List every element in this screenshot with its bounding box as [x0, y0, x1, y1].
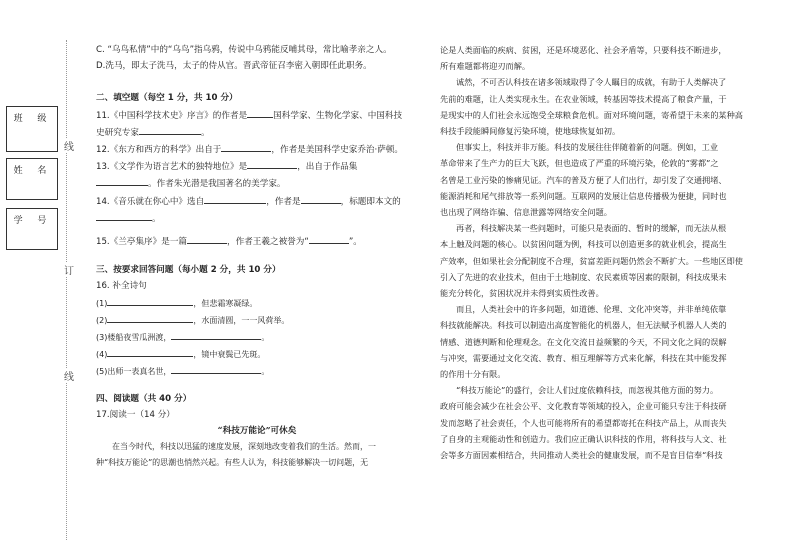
option-c: C. “乌鸟私情”中的“乌鸟”指乌鸦，传说中乌鸦能反哺其母，常比喻孝亲之人。 [96, 45, 392, 55]
answer-blank[interactable] [96, 175, 148, 186]
answer-blank[interactable] [171, 329, 261, 340]
answer-blank[interactable] [139, 124, 201, 135]
reading-text: 再者，科技解决某一些问题时，可能只是表面的、暂时的缓解，而无法从根 [456, 223, 727, 234]
reading-text: 在当今时代，科技以迅猛的速度发展，深刻地改变着我们的生活。然而，一 [112, 442, 376, 452]
left-column: C. “乌鸟私情”中的“乌鸟”指乌鸦，传说中乌鸦能反哺其母，常比喻孝亲之人。 D.洗马，即太子洗马，太子的侍从官。晋武帝征召李密入朝即任此职务。 二、填空题（每空 1 分，共 10 分） 11.《中国科学技术史》序言》的作者是 国科学家、生物化学家、中国科技 史研究专家 。 12.《东方和西方的科学》出自于 ，作者是美国科学史家乔治·萨顿。 13.《文学作为语言艺术的独特地位》是 ，出自于作品集 。作者朱光潜是我国著名的美学家。 14.《音乐就在你心中》选自 ，作者是 ，标题即本文的 。 15.《兰亭集序》是一篇 ，作者王羲之被誉为“ ”。 三、按要求回答问题（每小题 2 分，共 10 分） 16. 补全诗句 (1) ，但悲霜寒凝绿。 (2) ，水面清圆，一一风荷举。 (3)楼船夜雪瓜洲渡， 。 (4) ，镜中衰鬓已先斑。 (5)出师一表真名世， 。 四、阅读题（共 40 分） 17.阅读一（14 分） “科技万能论”可休矣 在当今时代，科技以迅猛的速度发展，深刻地改变着我们的生活。然而，一 种“科技万能论”的思潮也悄然兴起。有些人认为，科技能够解决一切问题，无 [96, 42, 418, 472]
answer-blank[interactable] [107, 295, 193, 306]
question-16: 16. 补全诗句 [96, 281, 147, 292]
answer-blank[interactable] [187, 233, 227, 244]
poem-line-3: (3)楼船夜雪瓜洲渡， 。 [96, 329, 418, 346]
reading-text: 能源消耗和尾气排放等一系列问题。互联网的发展让信息传播极为便捷，同时也 [440, 190, 727, 201]
reading-text: 政府可能会减少在社会公平、文化教育等领域的投入，企业可能只专注于科技研 [440, 401, 727, 412]
reading-text: 科技就能解决。科技可以制造出高度智能化的机器人，但无法赋予机器人人类的 [440, 320, 727, 331]
reading-text: 科技手段能瞬间修复污染环境，使地球恢复如初。 [440, 126, 621, 137]
name-label: 姓 名 [13, 166, 53, 176]
reading-text: 名曾是工业污染的惨痛见证。汽车的普及方便了人们出行，却引发了交通拥堵、 [440, 174, 727, 185]
reading-text: 论是人类面临的疾病、贫困，还是环境恶化、社会矛盾等，只要科技不断进步， [440, 45, 727, 55]
reading-text: 发而忽略了社会责任，个人也可能将所有的希望都寄托在科技产品上，从而丧失 [440, 417, 727, 428]
option-d: D.洗马，即太子洗马，太子的侍从官。晋武帝征召李密入朝即任此职务。 [96, 61, 372, 72]
reading-text: 而且，人类社会中的许多问题，如道德、伦理、文化冲突等，并非单纯依靠 [456, 304, 727, 315]
reading-text: 但事实上，科技并非万能。科技的发展往往伴随着新的问题。例如，工业 [456, 142, 719, 153]
reading-text: 情感、道德判断和伦理观念。在文化交流日益频繁的今天，不同文化之间的误解 [440, 336, 727, 347]
answer-blank[interactable] [107, 312, 193, 323]
reading-text: 所有难题都将迎刃而解。 [440, 61, 531, 72]
reading-text: 革命带来了生产力的巨大飞跃，但也造成了严重的环境污染，伦敦的“雾都”之 [440, 158, 719, 169]
binding-char: 线 [64, 368, 74, 383]
binding-char: 线 [64, 138, 74, 153]
reading-text: 是现实中的人们社会永远饱受全球粮食危机。面对环境问题，寄希望于未来的某种高 [440, 109, 743, 120]
reading-text: 了自身的主观能动性和创造力。我们应正确认识科技的作用，将科技与人文、社 [440, 433, 727, 444]
answer-blank[interactable] [107, 346, 193, 357]
answer-blank[interactable] [247, 158, 297, 169]
reading-text: 引入了先进的农业技术，但由于土地制度、农民素质等因素的限制，科技成果未 [440, 271, 727, 282]
answer-blank[interactable] [309, 233, 349, 244]
poem-line-4: (4) ，镜中衰鬓已先斑。 [96, 346, 418, 363]
reading-text: 会等多方面因素相结合，共同推动人类社会的健康发展，而不是盲目信奉“科技 [440, 450, 723, 461]
answer-blank[interactable] [247, 107, 273, 118]
question-15: 15.《兰亭集序》是一篇 ，作者王羲之被誉为“ ”。 [96, 233, 418, 250]
question-14: 14.《音乐就在你心中》选自 ，作者是 ，标题即本文的 [96, 193, 418, 210]
poem-line-5: (5)出师一表真名世， 。 [96, 363, 418, 380]
reading-text: 产效率，但如果社会分配制度不合理，贫富差距问题仍然会不断扩大。一些地区即使 [440, 255, 743, 266]
reading-text: 与冲突，需要通过文化交流、教育、相互理解等方式来化解，科技在其中能发挥 [440, 352, 727, 363]
reading-text: 先前的难题，让人类实现永生。在农业领域，转基因等技术提高了粮食产量，于 [440, 93, 727, 104]
binding-char: 订 [64, 262, 74, 277]
binding-line [66, 40, 75, 540]
question-12: 12.《东方和西方的科学》出自于 ，作者是美国科学史家乔治·萨顿。 [96, 141, 418, 158]
reading-text: 种“科技万能论”的思潮也悄然兴起。有些人认为，科技能够解决一切问题，无 [96, 458, 369, 468]
reading-text: 本上触及问题的核心。以贫困问题为例，科技可以创造更多的就业机会，提高生 [440, 239, 727, 250]
reading-text: 能充分转化，贫困状况并未得到实质性改善。 [440, 288, 604, 299]
section-reading-title: 四、阅读题（共 40 分） [96, 393, 192, 404]
reading-text: 的作用十分有限。 [440, 369, 506, 380]
poem-line-1: (1) ，但悲霜寒凝绿。 [96, 295, 418, 312]
right-column [440, 42, 774, 463]
answer-blank[interactable] [171, 363, 261, 374]
section-fill-blank-title: 二、填空题（每空 1 分，共 10 分） [96, 93, 238, 104]
answer-blank[interactable] [96, 210, 152, 221]
answer-blank[interactable] [301, 193, 341, 204]
reading-title: “科技万能论”可休矣 [217, 426, 297, 437]
question-17: 17.阅读一（14 分） [96, 409, 175, 420]
class-label: 班 级 [13, 114, 53, 124]
poem-line-2: (2) ，水面清圆，一一风荷举。 [96, 312, 418, 329]
section-answer-title: 三、按要求回答问题（每小题 2 分，共 10 分） [96, 265, 281, 276]
reading-text: 诚然，不可否认科技在诸多领域取得了令人瞩目的成就，有助于人类解决了 [456, 77, 727, 88]
question-11: 11.《中国科学技术史》序言》的作者是 国科学家、生物化学家、中国科技 [96, 107, 418, 124]
question-13: 13.《文学作为语言艺术的独特地位》是 ，出自于作品集 [96, 158, 418, 175]
student-id-label: 学 号 [13, 216, 53, 226]
answer-blank[interactable] [221, 141, 271, 152]
reading-text: “科技万能论”的盛行，会让人们过度依赖科技，而忽视其他方面的努力。 [456, 385, 719, 396]
reading-text: 也出现了网络诈骗、信息泄露等网络安全问题。 [440, 207, 612, 218]
answer-blank[interactable] [204, 193, 266, 204]
